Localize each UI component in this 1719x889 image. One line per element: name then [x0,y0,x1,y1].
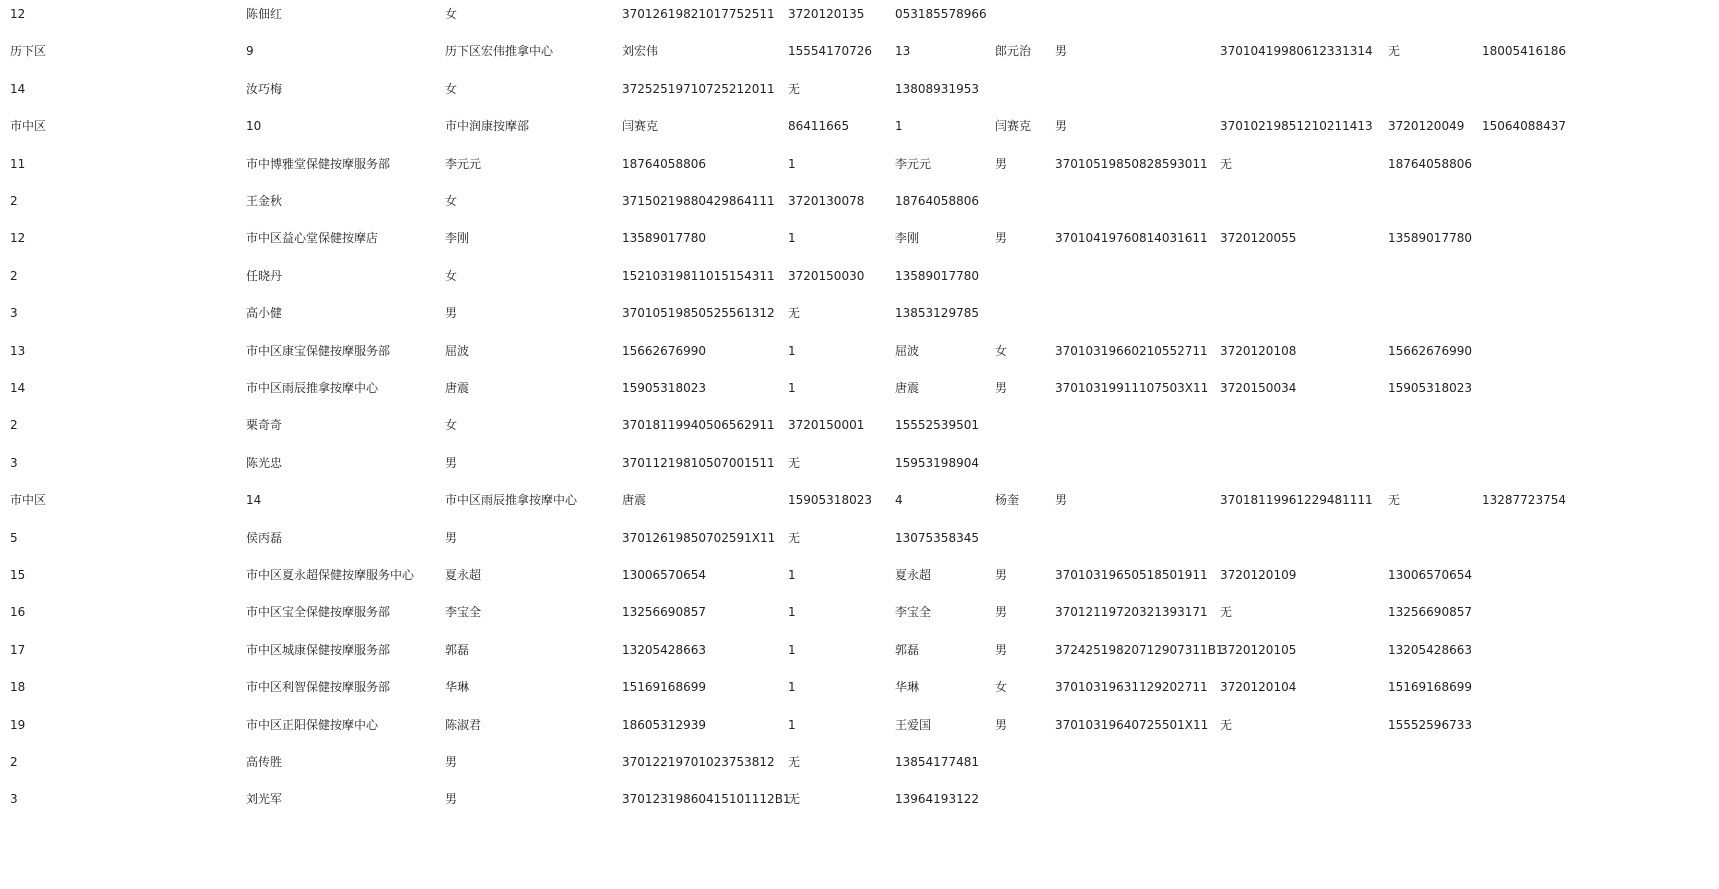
table-cell: 17 [10,642,26,657]
table-cell: 唐震 [895,381,920,395]
table-cell: 3 [10,455,18,470]
table-row [0,341,1719,361]
table-row [0,453,1719,473]
table-cell: 1 [788,642,796,657]
table-cell: 男 [995,381,1008,395]
table-cell: 市中区正阳保健按摩中心 [246,717,379,732]
table-row [0,79,1719,99]
table-row [0,228,1719,248]
table-cell: 女 [995,343,1008,358]
table-cell: 15 [10,568,26,582]
table-cell: 37010319650518501911 [1055,568,1208,582]
table-cell: 15905318023 [622,381,706,395]
table-cell: 12 [10,7,26,21]
table-cell: 夏永超 [895,568,932,582]
table-cell: 37012319860415101112B1 [622,792,791,807]
table-cell: 男 [445,306,458,321]
table-cell: 男 [1055,119,1068,134]
table-cell: 1 [788,156,796,171]
table-cell: 闫赛克 [995,119,1032,134]
table-cell: 无 [1220,717,1233,732]
table-cell: 37012619821017752511 [622,7,775,21]
table-cell: 12 [10,231,26,246]
table-cell: 女 [445,81,458,96]
table-cell: 15064088437 [1482,119,1566,134]
table-cell: 李元元 [445,156,482,171]
table-row [0,640,1719,660]
table-cell: 37010319911107503X11 [1055,381,1209,395]
table-cell: 37012119720321393171 [1055,605,1208,620]
table-cell: 13589017780 [622,231,706,246]
table-cell: 15552539501 [895,418,979,433]
table-cell: 无 [1220,605,1233,620]
table-cell: 13256690857 [622,605,706,620]
table-row [0,752,1719,772]
table-cell: 杨奎 [995,493,1020,508]
table-cell: 15552596733 [1388,717,1472,732]
table-cell: 3720150001 [788,418,865,433]
table-row [0,191,1719,211]
table-cell: 郭磊 [445,642,470,657]
table-cell: 王爱国 [895,717,932,732]
table-cell: 市中区 [10,119,47,134]
table-cell: 任晓丹 [246,268,283,283]
table-cell: 男 [995,231,1008,246]
table-cell: 李刚 [895,231,920,246]
table-cell: 10 [246,119,262,134]
table-cell: 13 [10,343,26,358]
table-cell: 19 [10,717,26,732]
table-cell: 3720120105 [1220,642,1297,657]
table-cell: 1 [788,717,796,732]
table-cell: 2 [10,268,18,283]
table-cell: 李元元 [895,156,932,171]
table-cell: 陈佃红 [246,7,283,21]
table-cell: 13287723754 [1482,493,1566,508]
table-cell: 18605312939 [622,717,706,732]
table-cell: 男 [445,792,458,807]
table-cell: 18764058806 [895,194,979,208]
table-cell: 4 [895,493,903,508]
table-cell: 3720120109 [1220,568,1297,582]
table-cell: 唐震 [445,381,470,395]
table-cell: 3720120049 [1388,119,1465,134]
table-cell: 37018119940506562911 [622,418,775,433]
table-cell: 市中博雅堂保健按摩服务部 [246,156,391,171]
table-cell: 男 [1055,493,1068,508]
table-cell: 9 [246,44,254,59]
table-cell: 37010319640725501X11 [1055,717,1209,732]
table-cell: 男 [995,156,1008,171]
table-cell: 高小健 [246,306,283,321]
table-cell: 5 [10,530,18,545]
table-cell: 37252519710725212011 [622,81,775,96]
table-cell: 栗奇奇 [246,418,283,433]
table-cell: 15169168699 [1388,680,1472,695]
table-cell: 18 [10,680,26,695]
table-cell: 陈光忠 [246,455,283,470]
table-cell: 37010419760814031611 [1055,231,1208,246]
table-row [0,565,1719,585]
table-cell: 37242519820712907311B1 [1055,642,1224,657]
table-cell: 唐震 [622,493,647,508]
table-cell: 华琳 [445,680,470,695]
table-cell: 市中区康宝保健按摩服务部 [246,343,391,358]
table-row [0,715,1719,735]
table-cell: 1 [895,119,903,134]
table-cell: 13 [895,44,911,59]
table-cell: 3720120055 [1220,231,1297,246]
table-cell: 1 [788,680,796,695]
table-cell: 无 [788,455,801,470]
table-cell: 37010319660210552711 [1055,343,1208,358]
table-cell: 无 [1388,44,1401,59]
table-cell: 13808931953 [895,81,979,96]
table-cell: 11 [10,156,26,171]
table-cell: 1 [788,568,796,582]
table-cell: 13589017780 [1388,231,1472,246]
table-row [0,528,1719,548]
table-cell: 37010519850828593011 [1055,156,1208,171]
table-cell: 2 [10,755,18,769]
table-cell: 3720120104 [1220,680,1297,695]
table-cell: 3720150030 [788,268,865,283]
table-cell: 无 [788,530,801,545]
table-cell: 13256690857 [1388,605,1472,620]
table-cell: 3 [10,792,18,807]
table-cell: 15210319811015154311 [622,268,775,283]
table-cell: 15554170726 [788,44,872,59]
table-cell: 男 [1055,44,1068,59]
table-cell: 14 [10,381,26,395]
table-cell: 刘宏伟 [622,44,659,59]
table-cell: 15662676990 [1388,343,1472,358]
table-cell: 历下区 [10,44,47,59]
table-cell: 男 [445,530,458,545]
table-cell: 华琳 [895,680,920,695]
table-cell: 37012219701023753812 [622,755,775,769]
table-row [0,378,1719,398]
table-cell: 3720120135 [788,7,865,21]
table-cell: 夏永超 [445,568,482,582]
table-cell: 市中区雨辰推拿按摩中心 [246,381,379,395]
table-cell: 市中区城康保健按摩服务部 [246,642,391,657]
table-cell: 37150219880429864111 [622,194,775,208]
table-cell: 1 [788,343,796,358]
table-cell: 86411665 [788,119,850,134]
table-cell: 无 [788,755,801,769]
table-cell: 男 [995,605,1008,620]
table-cell: 16 [10,605,26,620]
table-cell: 郎元治 [995,44,1032,59]
table-cell: 女 [445,7,458,21]
table-cell: 市中区 [10,493,47,508]
table-cell: 闫赛克 [622,119,659,134]
table-cell: 3720120108 [1220,343,1297,358]
table-cell: 女 [445,194,458,208]
table-cell: 李宝全 [445,605,482,620]
table-cell: 3720130078 [788,194,865,208]
table-cell: 2 [10,418,18,433]
table-cell: 无 [788,792,801,807]
table-cell: 14 [10,81,26,96]
table-cell: 市中区益心堂保健按摩店 [246,231,379,246]
table-cell: 市中润康按摩部 [445,119,530,134]
table-cell: 无 [1220,156,1233,171]
table-cell: 市中区雨辰推拿按摩中心 [445,493,578,508]
table-row [0,4,1719,24]
table-cell: 女 [445,418,458,433]
table-cell: 高传胜 [246,755,283,769]
table-cell: 男 [445,455,458,470]
table-cell: 屈波 [895,343,920,358]
table-cell: 37011219810507001511 [622,455,775,470]
table-cell: 陈淑君 [445,717,482,732]
table-cell: 15905318023 [1388,381,1472,395]
table-cell: 18764058806 [622,156,706,171]
table-cell: 女 [995,680,1008,695]
table-cell: 15905318023 [788,493,872,508]
table-cell: 市中区利智保健按摩服务部 [246,680,391,695]
table-cell: 15953198904 [895,455,979,470]
table-cell: 13205428663 [1388,642,1472,657]
table-cell: 女 [445,268,458,283]
table-cell: 15169168699 [622,680,706,695]
table-cell: 13205428663 [622,642,706,657]
table-cell: 2 [10,194,18,208]
table-cell: 13589017780 [895,268,979,283]
table-row [0,789,1719,809]
table-cell: 37018119961229481111 [1220,493,1373,508]
table-cell: 刘光军 [246,792,283,807]
table-cell: 18005416186 [1482,44,1566,59]
table-cell: 侯丙磊 [246,530,283,545]
table-cell: 1 [788,605,796,620]
table-cell: 屈波 [445,343,470,358]
table-cell: 15662676990 [622,343,706,358]
table-row [0,41,1719,61]
table-cell: 李刚 [445,231,470,246]
table-cell: 男 [995,568,1008,582]
table-cell: 无 [788,81,801,96]
table-row [0,303,1719,323]
table-row [0,116,1719,136]
table-cell: 郭磊 [895,642,920,657]
table-cell: 37012619850702591X11 [622,530,776,545]
table-cell: 37010419980612331314 [1220,44,1373,59]
table-cell: 13853129785 [895,306,979,321]
table-cell: 市中区夏永超保健按摩服务中心 [246,568,415,582]
table-cell: 13006570654 [1388,568,1472,582]
table-row [0,490,1719,510]
table-cell: 男 [445,755,458,769]
table-row [0,415,1719,435]
table-cell: 王金秋 [246,194,283,208]
table-cell: 14 [246,493,262,508]
table-row [0,602,1719,622]
table-cell: 男 [995,642,1008,657]
table-cell: 3 [10,306,18,321]
table-cell: 1 [788,381,796,395]
table-cell: 053185578966 [895,7,987,21]
table-cell: 37010219851210211413 [1220,119,1373,134]
table-cell: 13006570654 [622,568,706,582]
table-row [0,154,1719,174]
table-cell: 13964193122 [895,792,979,807]
table-cell: 男 [995,717,1008,732]
table-cell: 汝巧梅 [246,81,283,96]
table-cell: 市中区宝全保健按摩服务部 [246,605,391,620]
table-cell: 37010519850525561312 [622,306,775,321]
table-cell: 无 [788,306,801,321]
table-cell: 1 [788,231,796,246]
table-cell: 18764058806 [1388,156,1472,171]
table-cell: 李宝全 [895,605,932,620]
table-cell: 历下区宏伟推拿中心 [445,44,554,59]
table-row [0,677,1719,697]
table-cell: 13854177481 [895,755,979,769]
table-cell: 37010319631129202711 [1055,680,1208,695]
table-cell: 13075358345 [895,530,979,545]
table-row [0,266,1719,286]
table-cell: 3720150034 [1220,381,1297,395]
table-cell: 无 [1388,493,1401,508]
